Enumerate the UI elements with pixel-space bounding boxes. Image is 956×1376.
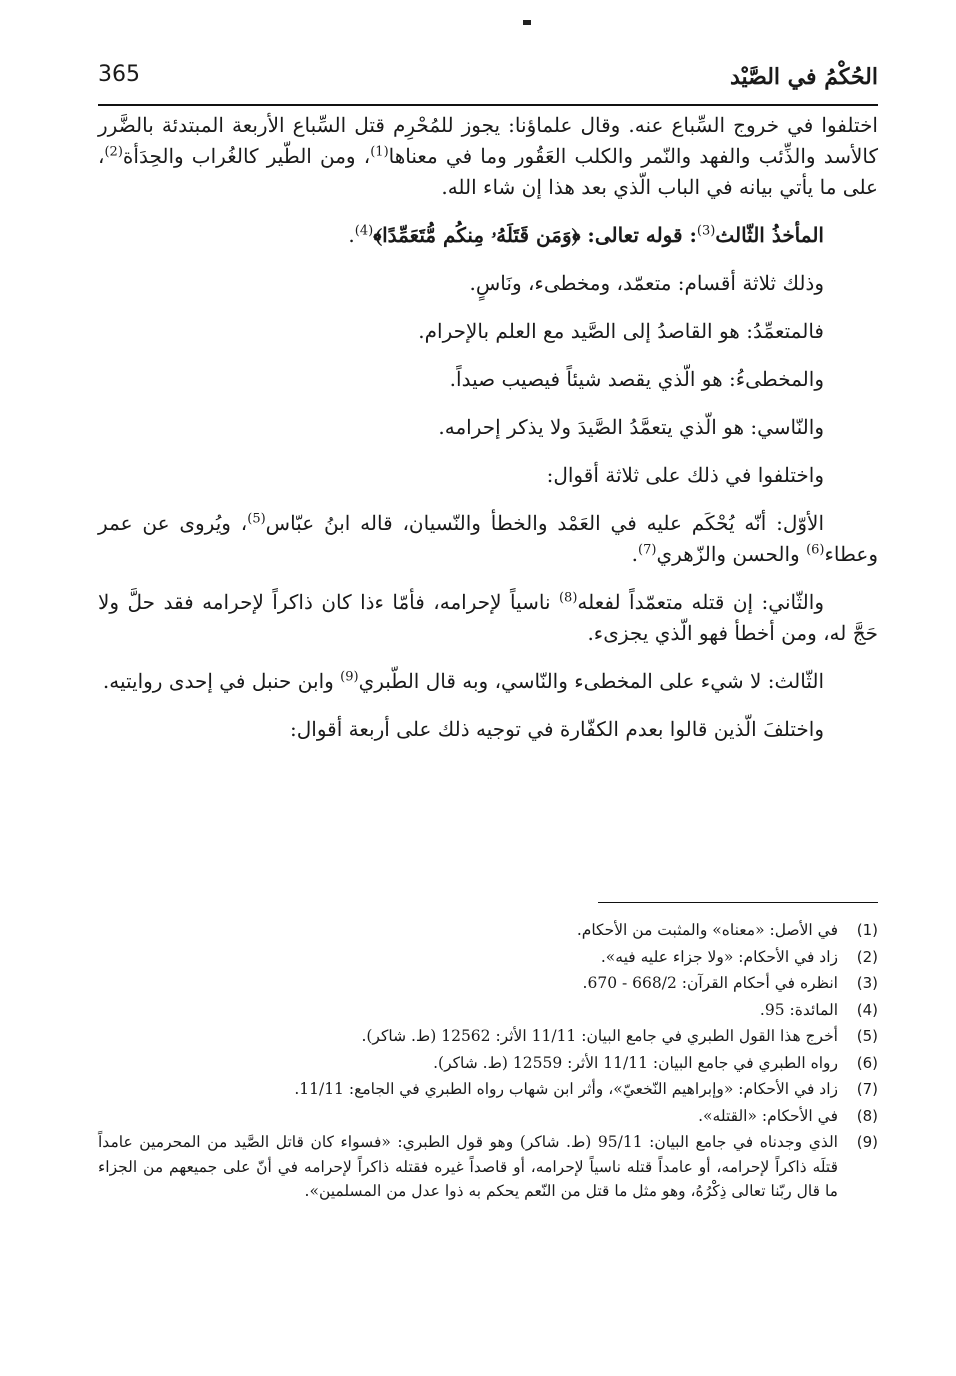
section-title: المأخذُ الثّالث [715,223,824,247]
page-number: 365 [98,62,140,87]
footnote-1: (1) في الأصل: «معناه» والمثبت من الأحكام. [576,921,878,939]
footnote-ref-1: (1) [370,144,389,160]
footnote-5: (5) أخرج هذا القول الطبري في جامع البيان: 11/11 الأثر: 12562 (ط. شاكر). [361,1027,878,1045]
line-nasi: والنّاسي: هو الّذي يتعمَّدُ الصَّيدَ ولا يذكر إحرامه. [438,415,824,439]
footnote-8: (8) في الأحكام: «القتله». [698,1106,878,1125]
footnote-6: (6) رواه الطبري في جامع البيان: 11/11 الأثر: 12559 (ط. شاكر). [433,1053,878,1072]
opinion-second: والثّاني: إن قتله متعمّداً لفعله$^{(8)}$ ناسياً لإحرامه، فأمّا ءذا كان ذاكراً لإحرامه فقد حلَّ ولا حَجَّ له، ومن أخطأ فهو الّذي يجزىء. [98,590,878,645]
footnote-ref-3: (3) [696,223,716,239]
footnote-rule [598,902,878,903]
paragraph-sibaa: اختلفوا في خروج السِّباع عنه. وقال علماؤنا: يجوز للمُحْرِم قتل السِّباع الأربعة المبتدئة بالضَّرر كالأسد والذِّئب والفهد والنّمر والكلب العَقُور وما في معناها$^{(1)}$، ومن الطّير كالغُراب والحِدَأة$^{(2)}$، على ما يأتي بيانه في الباب الّذي بعد هذا إن شاء الله. [98,113,879,199]
footnote-3: (3) انظره في أحكام القرآن: 668/2 - 670. [582,974,878,992]
header-rule [98,104,878,106]
opinion-third: الثّالث: لا شيء على المخطىء والنّاسي، وبه قال الطّبري$^{(9)}$ وابن حنبل في إحدى روايتيه. [102,669,824,693]
running-title: الحُكْمُ في الصَّيْد [729,64,878,90]
section-heading: المأخذُ الثّالث$^{(3)}$: قوله تعالى: ﴿وَمَن قَتَلَهُۥ مِنكُم مُّتَعَمِّدًا﴾$^{(4)}$. [348,223,824,247]
footnote-2: (2) زاد في الأحكام: «ولا جزاء عليه فيه». [600,947,878,966]
footnote-ref-5: (5) [247,511,266,527]
line-ikhtalafu: واختلفوا في ذلك على ثلاثة أقوال: [546,463,824,487]
footnote-ref-7: (7) [638,542,657,558]
closing-line: واختلفَ الّذين قالوا بعدم الكفّارة في توجيه ذلك على أربعة أقوال: [290,717,824,741]
quran-verse: ﴿وَمَن قَتَلَهُۥ مِنكُم مُّتَعَمِّدًا﴾ [373,223,581,247]
footnote-9: (9) الذي وجدناه في جامع البيان: 95/11 (ط. شاكر) وهو قول الطبري: «فسواء كان قاتل الصَّيد من المحرمين عامداً قتلَه ذاكراً لإحرامه، أو عامداً قتله ناسياً لإحرامه، أو قاصداً غيره فقتله ذاكراً لإحرامه في أنّ على جميعهم من الجزاء ما قال ربّنا تعالى ذِكْرُهُ، وهو مثل ما قتل من النّعم يحكم به ذوا عدل من المسلمين». [98,1133,878,1200]
footnote-ref-2: (2) [104,144,123,160]
footnote-7: (7) زاد في الأحكام: «وإبراهيم النّخعيّ»، وأثر ابن شهاب رواه الطبري في الجامع: 11/11. [294,1080,878,1098]
footnote-ref-8: (8) [558,590,578,606]
line-three-types: وذلك ثلاثة أقسام: متعمّد، ومخطىء، ونَاسٍ. [469,271,824,295]
line-mutaammid: فالمتعمِّدُ: هو القاصدُ إلى الصَّيد مع العلم بالإحرام. [418,319,824,343]
ink-mark [523,20,531,25]
footnote-ref-9: (9) [340,669,359,685]
line-mukhti: والمخطىءُ: هو الّذي يقصد شيئاً فيصيب صيداً. [449,367,824,391]
footnotes [98,918,878,1206]
page-header [98,58,878,104]
footnote-4: (4) المائدة: 95. [759,1000,878,1019]
main-text [98,110,878,762]
opinion-first: الأوّل: أنّه يُحْكَم عليه في العَمْد والخطأ والنّسيان، قاله ابنُ عبّاس$^{(5)}$، ويُروى عن عمر وعطاء$^{(6)}$ والحسن والزّهري$^{(7)}$. [98,511,878,566]
footnote-ref-6: (6) [806,542,825,558]
footnote-ref-4: (4) [354,223,374,239]
